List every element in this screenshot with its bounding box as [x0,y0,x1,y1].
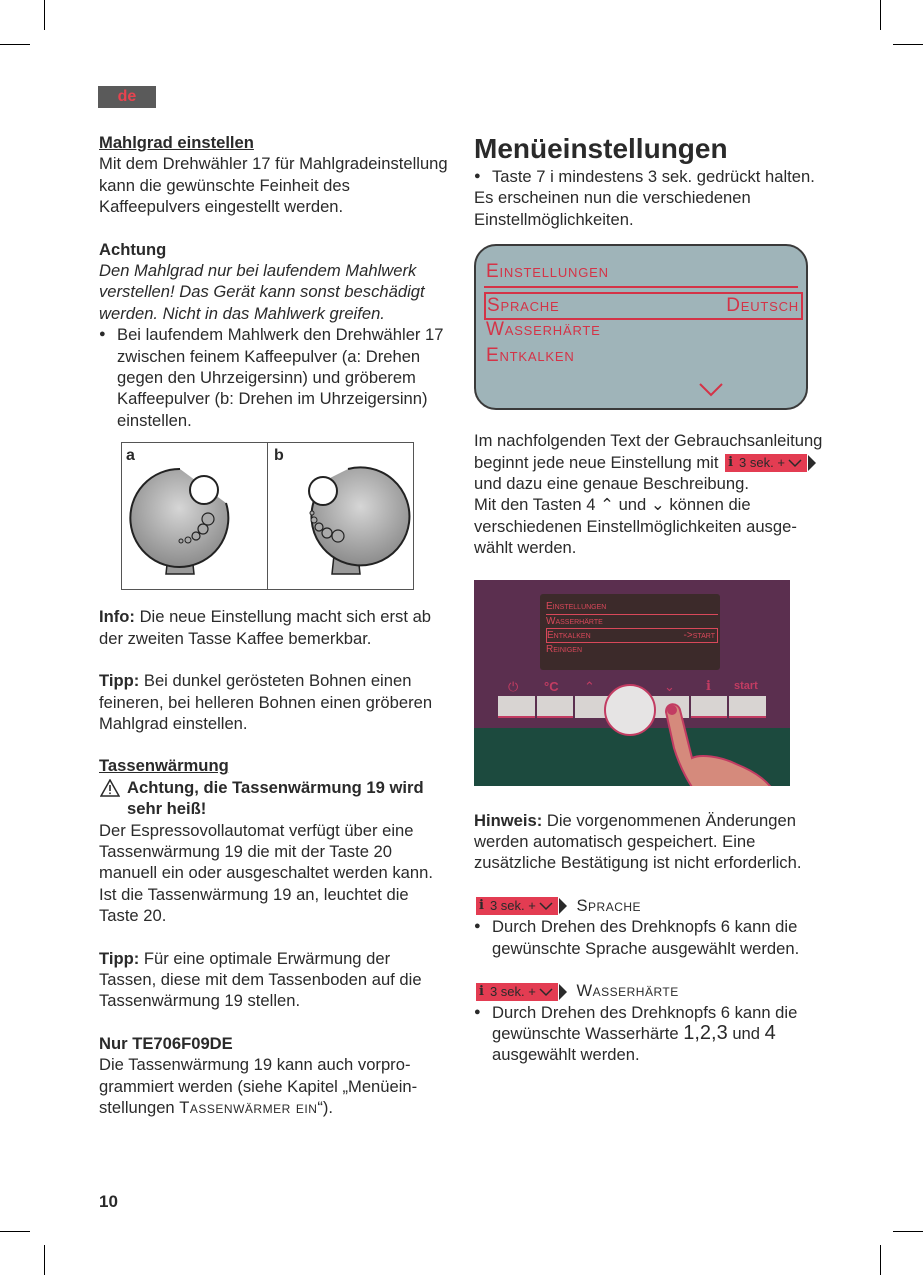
setting-tag: i 3 sek. + [474,895,560,916]
warning-triangle-icon [100,779,120,797]
achtung-heading: Achtung [99,239,167,259]
crop-mark [880,1245,881,1275]
sprache-bullet: ● Durch Drehen des Drehknopfs 6 kann die gewünschte Sprache ausgewählt werden. [474,916,826,959]
nur-text: Die Tassenwärmung 19 kann auch vorprogrammiert werden (siehe Kapitel „Menüeinstellungen Tassenwärmer ein“). [99,1055,418,1117]
crop-mark [0,1231,30,1232]
chevron-down-icon [538,901,554,911]
mahlgrad-heading: Mahlgrad einstellen [99,133,254,152]
tipp1-paragraph: Tipp: Bei dunkel gerösteten Bohnen einen feineren, bei helleren Bohnen einen gröberen Mahlgrad einstellen. [99,671,433,733]
sprache-heading: i 3 sek. + Sprache [474,895,826,916]
lcd-display [474,244,808,410]
display-row-einstellungen: Einstellungen [486,261,609,283]
crop-mark [893,1231,923,1232]
figure-panel-b [268,443,413,589]
info-icon: i [479,983,484,999]
nur-heading: Nur TE706F09DE [99,1033,233,1053]
language-tab: de [98,86,156,108]
chevron-down-icon [787,458,803,468]
chevron-down-icon [698,382,724,398]
grinder-dial-b-icon [268,443,413,589]
info-icon: i [706,678,711,694]
photo-menu: Einstellungen Wasserhärte Entkalken ->start Reinigen [546,600,718,656]
chevron-down-icon [538,987,554,997]
grinder-figure [121,442,414,590]
menu-text: Es erscheinen nun die verschiedenen Einstellmöglichkeiten. [474,188,751,229]
tipp2-paragraph: Tipp: Für eine optimale Erwärmung der Tassen, diese mit dem Tassenboden auf die Tassenwärmung 19 stellen. [99,948,422,1011]
tassen-text: Der Espressovollautomat verfügt über eine Tassenwärmung 19 die mit der Taste 20 manuell ein oder ausgeschaltet werden kann. Ist die Tassenwärmung 19 an, leuchtet die Taste 20. [99,820,433,926]
temperature-icon: °C [544,678,559,694]
finger-pointing-icon [660,698,780,786]
wasser-heading: i 3 sek. + Wasserhärte [474,980,826,1001]
figure-panel-a [122,443,268,589]
tassen-heading: Tassenwärmung [99,756,229,776]
page-title: Menüeinstellungen [474,133,728,164]
info-icon: i [728,455,734,471]
figure-label-b: b [274,447,284,465]
crop-mark [44,0,45,30]
display-row-sprache: Sprache Deutsch [484,292,803,320]
wasser-bullet: ● Durch Drehen des Drehknopfs 6 kann die gewünschte Wasserhärte 1,2,3 und 4 ausgewählt werden. [474,1002,826,1066]
crop-mark [880,0,881,30]
setting-tag: i 3 sek. + [474,980,560,1001]
hinweis-paragraph: Hinweis: Die vorgenommenen Änderungen werden automatisch gespeichert. Eine zusätzliche Bestätigung ist nicht erforderlich. [474,810,802,873]
crop-mark [893,44,923,45]
power-icon: ⏻ [508,678,519,694]
tassen-warning: Achtung, die Tassenwärmung 19 wird sehr heiß! [99,777,451,820]
left-column [99,132,451,1118]
chevron-up-icon: ⌃ [584,678,595,694]
info-paragraph: Info: Die neue Einstellung macht sich erst ab der zweiten Tasse Kaffee bemerkbar. [99,607,432,648]
rotary-knob [604,684,656,736]
mahlgrad-text: Mit dem Drehwähler 17 für Mahlgradeinstellung kann die gewünschte Feinheit des Kaffeepulvers eingestellt werden. [99,154,448,217]
info-icon: i [479,898,484,914]
crop-mark [0,44,30,45]
tag-intro-text: Im nachfolgenden Text der Gebrauchsanleitung beginnt jede neue Einstellung mit i 3 sek. + und dazu eine genaue Beschreibung. [474,431,823,494]
figure-label-a: a [126,447,135,465]
right-column [474,132,826,1066]
chevron-down-icon: ⌄ [664,678,675,694]
achtung-warning: Den Mahlgrad nur bei laufendem Mahlwerk verstellen! Das Gerät kann sonst beschädigt werden. Nicht in das Mahlwerk greifen. [99,261,425,323]
page-number: 10 [99,1192,118,1211]
setting-tag: i 3 sek. + [723,452,809,473]
control-panel-photo [474,580,790,786]
display-divider [484,286,798,288]
tasten-text: Mit den Tasten 4 ⌃ und ⌄ können die verschiedenen Einstellmöglichkeiten ausgewählt werden. [474,495,797,558]
menu-bullet: ● Taste 7 i mindestens 3 sek. gedrückt halten. [474,166,826,187]
crop-mark [44,1245,45,1275]
display-row-entkalken: Entkalken [486,345,575,367]
display-row-wasserhaerte: Wasserhärte [486,319,601,341]
start-label: start [734,679,758,692]
grinder-dial-a-icon [122,443,267,589]
achtung-bullet: ● Bei laufendem Mahlwerk den Drehwähler 17 zwischen feinem Kaffeepulver (a: Drehen gegen den Uhrzeigersinn) und gröberem Kaffeepulver (b: Drehen im Uhrzeigersinn) einstellen. [99,324,451,431]
